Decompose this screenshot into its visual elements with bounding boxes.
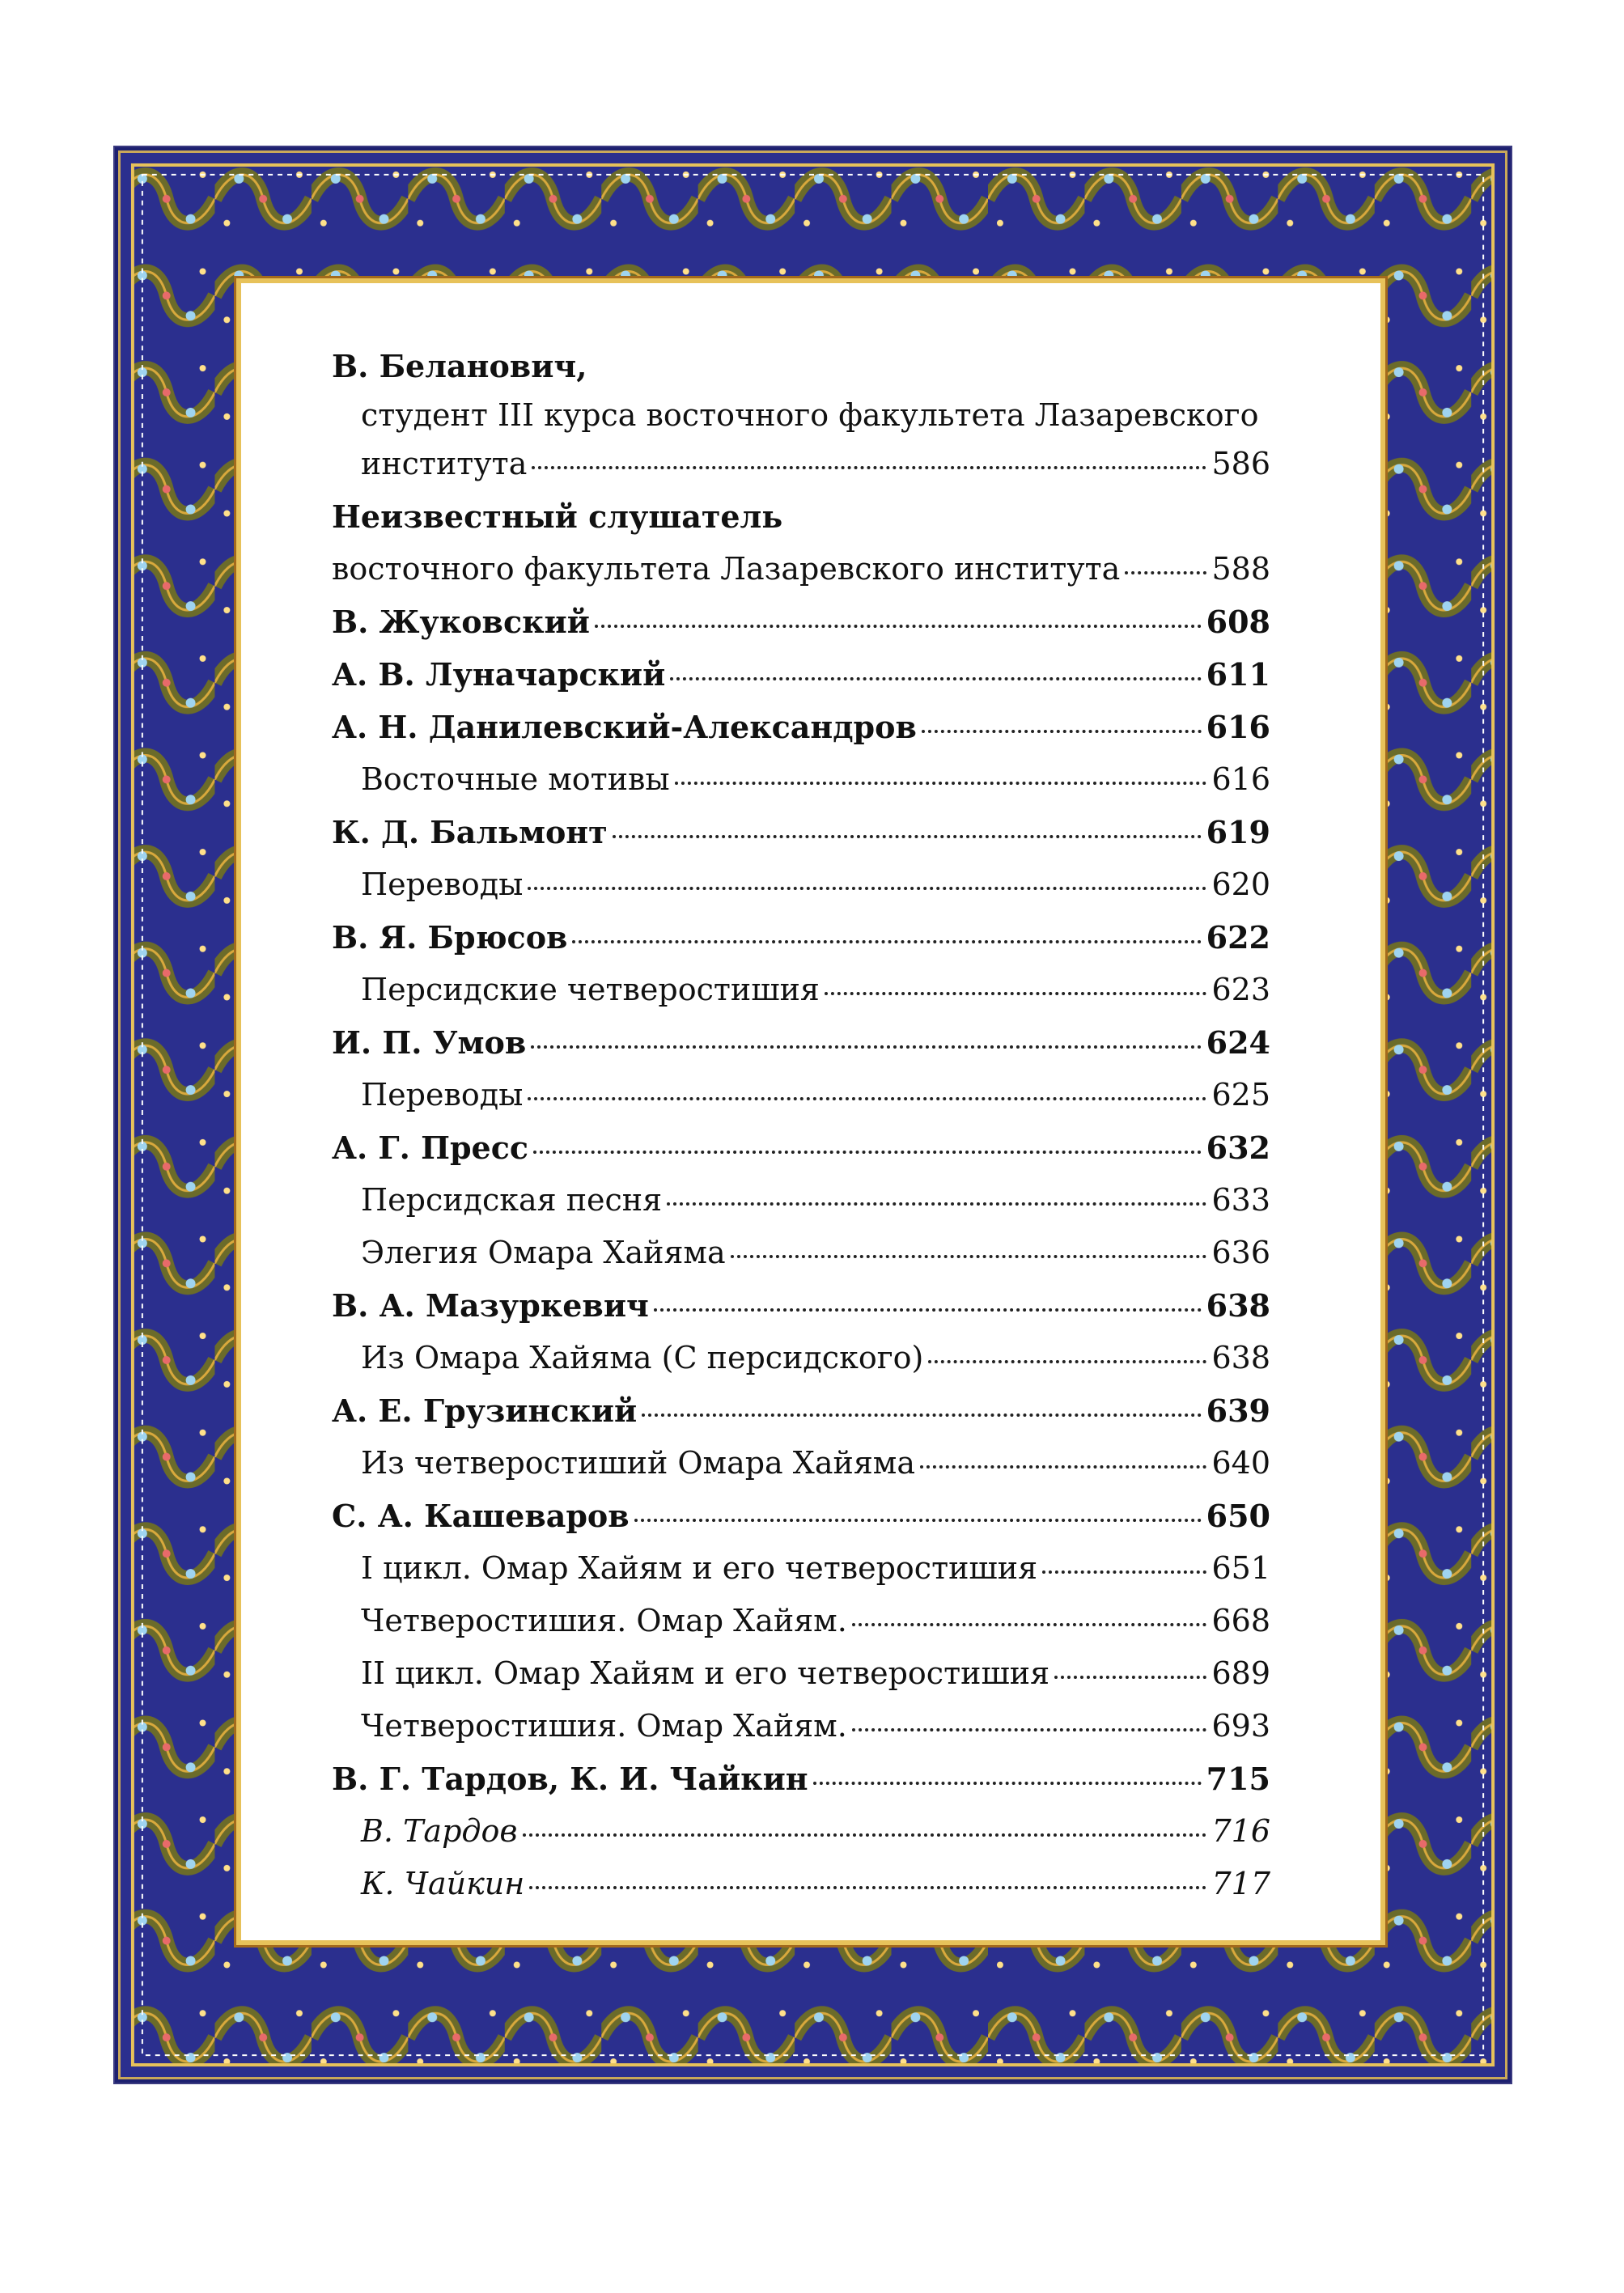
- toc-entry: [332, 1595, 1270, 1647]
- toc-entry-title: В. Г. Тардов, К. И. Чайкин: [332, 1761, 808, 1797]
- dot-leader: [531, 1045, 1201, 1049]
- dot-leader: [1125, 570, 1206, 574]
- toc-entry: [332, 911, 1270, 964]
- toc-entry-title: восточного факультета Лазаревского института: [332, 551, 1121, 587]
- toc-entry-title: Четверостишия. Омар Хайям.: [361, 1708, 847, 1744]
- toc-entry-title: студент III курса восточного факультета Лазаревского: [361, 397, 1259, 433]
- dot-leader: [920, 1464, 1206, 1469]
- toc-entry: [332, 1490, 1270, 1542]
- toc-entry: [332, 1437, 1270, 1490]
- toc-entry: [332, 1753, 1270, 1805]
- toc-entry: [332, 340, 1270, 392]
- toc-page-number: 693: [1211, 1708, 1270, 1744]
- toc-page-number: 639: [1206, 1392, 1270, 1429]
- dot-leader: [1042, 1570, 1206, 1574]
- toc-page-number: 586: [1211, 446, 1270, 481]
- toc-page-number: 616: [1206, 709, 1270, 745]
- toc-entry-title: Из Омара Хайяма (С персидского): [361, 1340, 924, 1375]
- toc-entry: [332, 543, 1270, 596]
- dot-leader: [595, 624, 1202, 628]
- toc-page-number: 619: [1206, 814, 1270, 850]
- toc-entry-title: И. П. Умов: [332, 1024, 527, 1061]
- toc-entry-title: Неизвестный слушатель: [332, 498, 783, 535]
- toc-entry-title: В. Жуковский: [332, 604, 590, 640]
- toc-page-number: 650: [1206, 1498, 1270, 1534]
- dot-leader: [928, 1359, 1206, 1363]
- toc-page-number: 622: [1206, 919, 1270, 956]
- toc-entry-title: Переводы: [361, 867, 524, 902]
- toc-page-number: 638: [1211, 1340, 1270, 1375]
- toc-entry: [332, 392, 1270, 438]
- toc-entry: [332, 1016, 1270, 1069]
- toc-page-number: 620: [1211, 867, 1270, 902]
- dot-leader: [654, 1308, 1202, 1312]
- toc-entry-title: А. Е. Грузинский: [332, 1392, 638, 1429]
- toc-entry: [332, 1069, 1270, 1121]
- toc-entry-title: А. В. Луначарский: [332, 656, 666, 693]
- toc-entry: [332, 490, 1270, 543]
- toc-entry-title: А. Н. Данилевский-Александров: [332, 709, 917, 745]
- toc-page-number: 588: [1211, 551, 1270, 587]
- toc-page-number: 717: [1211, 1866, 1270, 1901]
- toc-entry-title: Четверостишия. Омар Хайям.: [361, 1603, 847, 1638]
- dot-leader: [825, 991, 1207, 995]
- toc-entry-title: Переводы: [361, 1077, 524, 1113]
- toc-entry: [332, 1174, 1270, 1227]
- toc-page-number: 668: [1211, 1603, 1270, 1638]
- toc-entry: [332, 1227, 1270, 1279]
- toc-page-number: 624: [1206, 1024, 1270, 1061]
- dot-leader: [528, 1096, 1206, 1100]
- dot-leader: [529, 1885, 1206, 1889]
- toc-entry: [332, 1700, 1270, 1753]
- toc-entry-title: Элегия Омара Хайяма: [361, 1235, 726, 1270]
- toc-entry: [332, 1542, 1270, 1595]
- dot-leader: [523, 1833, 1207, 1837]
- toc-entry: [332, 1647, 1270, 1700]
- dot-leader: [634, 1518, 1202, 1522]
- dot-leader: [852, 1727, 1207, 1731]
- toc-entry-title: Восточные мотивы: [361, 761, 670, 797]
- toc-page-number: 632: [1206, 1130, 1270, 1166]
- dot-leader: [572, 939, 1201, 943]
- toc-entry: [332, 806, 1270, 858]
- toc-entry: [332, 1384, 1270, 1437]
- toc-entry: [332, 701, 1270, 753]
- dot-leader: [667, 1202, 1206, 1206]
- toc-page-number: 623: [1211, 972, 1270, 1007]
- toc-page-number: 640: [1211, 1445, 1270, 1481]
- toc-page-number: 616: [1211, 761, 1270, 797]
- toc-entry: [332, 964, 1270, 1016]
- dot-leader: [675, 781, 1207, 785]
- toc-page-number: 608: [1206, 604, 1270, 640]
- toc-page-number: 715: [1206, 1761, 1270, 1797]
- toc-entry-title: В. Я. Брюсов: [332, 919, 568, 956]
- dot-leader: [533, 1150, 1202, 1154]
- toc-entry: [332, 648, 1270, 701]
- dot-leader: [532, 465, 1206, 469]
- toc-page-number: 638: [1206, 1287, 1270, 1324]
- toc-entry-title: В. Тардов: [361, 1813, 518, 1849]
- toc-entry: [332, 596, 1270, 648]
- toc-page-number: 651: [1211, 1550, 1270, 1586]
- toc-entry-title: Персидские четверостишия: [361, 972, 820, 1007]
- dot-leader: [613, 834, 1202, 838]
- toc-page-number: 633: [1211, 1182, 1270, 1218]
- toc-entry-title: института: [361, 446, 528, 481]
- dot-leader: [642, 1413, 1202, 1417]
- dot-leader: [528, 886, 1206, 890]
- dot-leader: [813, 1781, 1202, 1785]
- dot-leader: [852, 1622, 1207, 1626]
- toc-entry-title: Из четверостиший Омара Хайяма: [361, 1445, 916, 1481]
- toc-page-number: 689: [1211, 1655, 1270, 1691]
- toc-entry-title: С. А. Кашеваров: [332, 1498, 630, 1534]
- toc-page-number: 636: [1211, 1235, 1270, 1270]
- toc-entry-title: В. А. Мазуркевич: [332, 1287, 649, 1324]
- toc-page-number: 716: [1211, 1813, 1270, 1849]
- toc-entry: [332, 438, 1270, 490]
- toc-page-number: 611: [1206, 656, 1270, 693]
- toc-entry-title: К. Чайкин: [361, 1866, 525, 1901]
- toc-entry: [332, 1279, 1270, 1332]
- toc-entry: [332, 1332, 1270, 1384]
- dot-leader: [670, 676, 1201, 680]
- toc-entry-title: К. Д. Бальмонт: [332, 814, 608, 850]
- dot-leader: [731, 1254, 1207, 1258]
- toc-page-number: 625: [1211, 1077, 1270, 1113]
- toc-entry: [332, 858, 1270, 911]
- dot-leader: [922, 729, 1202, 733]
- toc-entry: [332, 1858, 1270, 1910]
- toc-entry: [332, 1805, 1270, 1858]
- toc-entry-title: I цикл. Омар Хайям и его четверостишия: [361, 1550, 1038, 1586]
- toc-entry: [332, 1121, 1270, 1174]
- table-of-contents: [332, 340, 1270, 1910]
- toc-entry-title: А. Г. Пресс: [332, 1130, 529, 1166]
- toc-entry-title: Персидская песня: [361, 1182, 663, 1218]
- toc-entry: [332, 753, 1270, 806]
- toc-entry-title: В. Беланович,: [332, 348, 587, 384]
- toc-entry-title: II цикл. Омар Хайям и его четверостишия: [361, 1655, 1050, 1691]
- dot-leader: [1054, 1675, 1206, 1679]
